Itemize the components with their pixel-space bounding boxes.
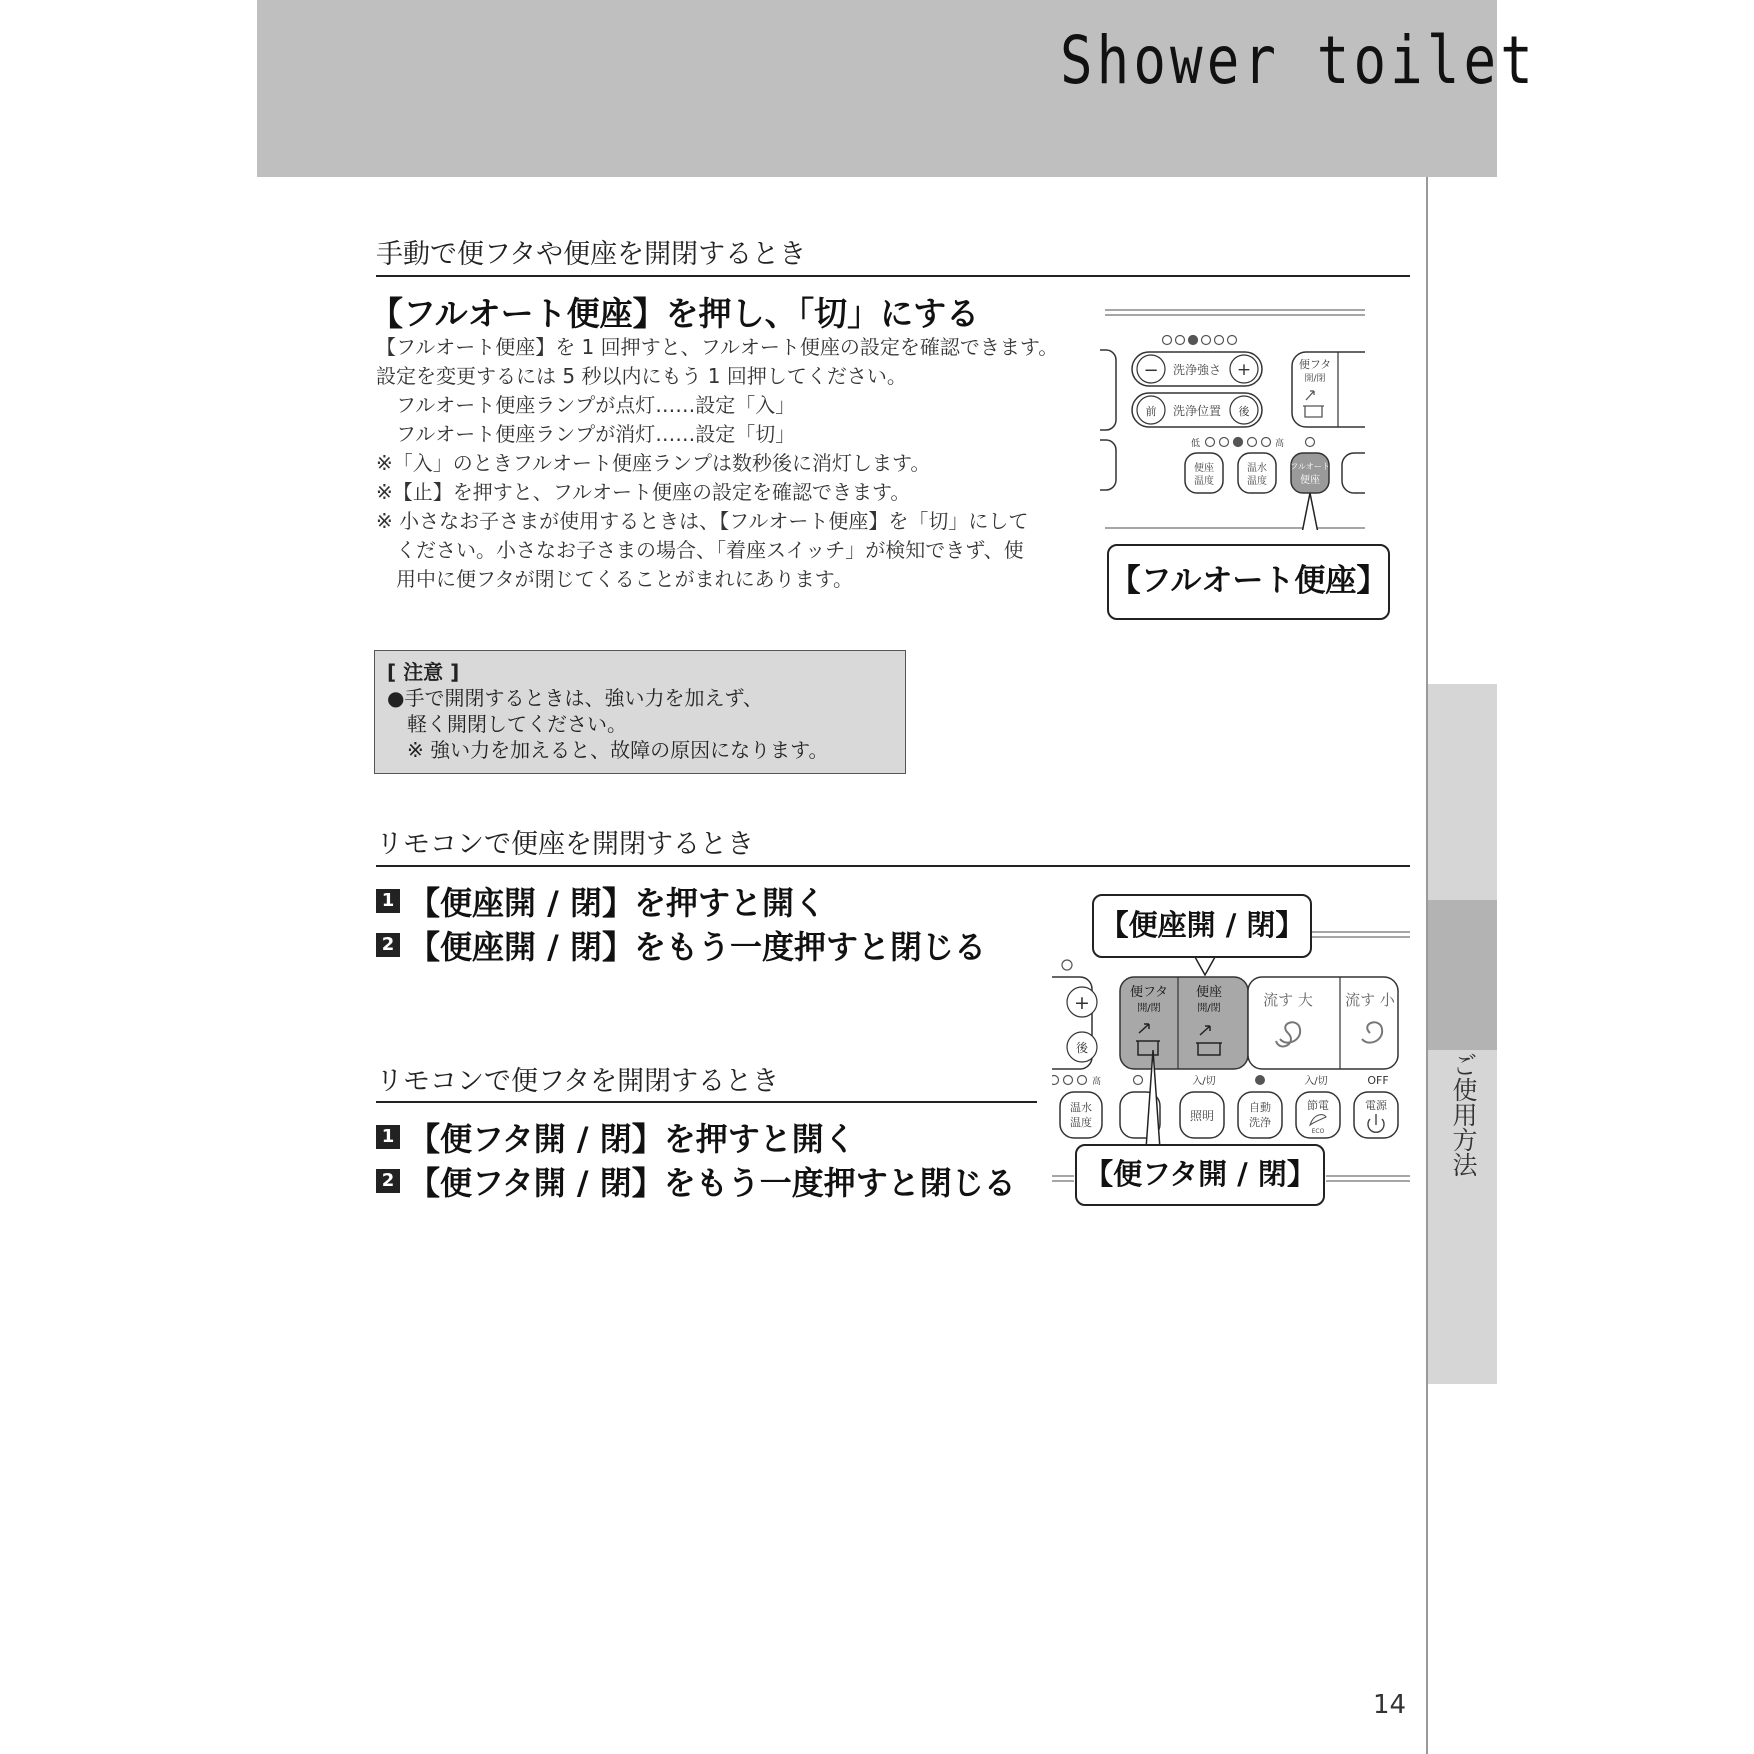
seat-button-label: 便座 <box>1195 985 1223 1000</box>
note-line: ※ 小さなお子さまが使用するときは、【フルオート便座】を「切」にして <box>376 509 1029 533</box>
seat-button-sub: 開/閉 <box>1197 1003 1221 1014</box>
caution-line: ●手で開閉するときは、強い力を加えず、 <box>387 686 763 710</box>
seat-temp-label: 便座 <box>1194 463 1214 474</box>
note-line: ※【止】を押すと、フルオート便座の設定を確認できます。 <box>376 480 911 504</box>
instruction-line: 設定を変更するには 5 秒以内にもう 1 回押してください。 <box>376 364 907 388</box>
note-line: 用中に便フタが閉じてくることがまれにあります。 <box>376 567 853 591</box>
full-auto-heading: 【フルオート便座】を押し、「切」にする <box>370 294 980 333</box>
power-button-label: 電源 <box>1365 1099 1387 1112</box>
eco-button-label: 節電 <box>1307 1099 1329 1112</box>
remote-illustration-full-auto <box>1100 300 1365 530</box>
water-temp-label-2: 温度 <box>1247 476 1267 487</box>
full-auto-button-label-2: 便座 <box>1300 475 1320 486</box>
lid-button-label: 便フタ <box>1129 985 1169 1000</box>
section-lid-remote-title: リモコンで便フタを開閉するとき <box>376 1066 780 1097</box>
eco-onoff-label: 入/切 <box>1304 1076 1328 1087</box>
instruction-line: 【フルオート便座】を 1 回押すと、フルオート便座の設定を確認できます。 <box>376 335 1059 359</box>
brand-logo: Shower toilet <box>1060 22 1537 99</box>
seat-open-close-callout: 【便座開 / 閉】 <box>1092 894 1312 958</box>
light-button-label: 照明 <box>1189 1109 1215 1123</box>
step-text: 【便フタ開 / 閉】をもう一度押すと閉じる <box>408 1164 1016 1202</box>
side-tab-label: ご使用方法 <box>1449 1052 1478 1177</box>
note-line: ※「入」のときフルオート便座ランプは数秒後に消灯します。 <box>376 451 931 475</box>
caution-line: ※ 強い力を加えると、故障の原因になります。 <box>387 738 829 762</box>
section-seat-remote-rule <box>376 865 1410 867</box>
step-number: 2 <box>376 1169 400 1193</box>
caution-title: [ 注意 ] <box>387 660 460 684</box>
step-number: 1 <box>376 1125 400 1149</box>
lid-button-sub: 開/閉 <box>1137 1003 1161 1014</box>
water-temp-label: 温水 <box>1247 463 1267 474</box>
seat-temp-label-2: 温度 <box>1194 476 1214 487</box>
light-onoff-label: 入/切 <box>1192 1076 1216 1087</box>
low-label: 低 <box>1190 439 1200 449</box>
caution-line: 軽く開閉してください。 <box>387 712 627 736</box>
full-auto-instructions <box>376 333 1058 594</box>
section-manual-rule <box>376 275 1410 277</box>
minus-label: − <box>1143 360 1159 381</box>
lid-button-sub: 開/閉 <box>1304 374 1326 384</box>
instruction-line: フルオート便座ランプが消灯……設定「切」 <box>376 422 796 446</box>
full-auto-callout: 【フルオート便座】 <box>1107 544 1390 620</box>
lid-open-close-callout: 【便フタ開 / 閉】 <box>1075 1144 1325 1206</box>
step-number: 1 <box>376 889 400 913</box>
plus-label: + <box>1236 360 1252 380</box>
seat-step-1 <box>376 878 826 924</box>
auto-flush-label-2: 洗浄 <box>1249 1116 1271 1129</box>
section-lid-remote-rule <box>376 1101 1037 1103</box>
flush-big-label: 流す 大 <box>1263 991 1313 1009</box>
flush-small-label: 流す 小 <box>1345 991 1395 1009</box>
back-label: 後 <box>1238 405 1250 418</box>
high-label: 高 <box>1275 439 1285 449</box>
position-label: 洗浄位置 <box>1172 404 1222 418</box>
step-number: 2 <box>376 933 400 957</box>
step-text: 【便座開 / 閉】をもう一度押すと閉じる <box>408 928 986 966</box>
full-auto-button-label: フルオート <box>1290 462 1330 471</box>
plus-label: + <box>1074 992 1090 1014</box>
side-tab-active <box>1428 900 1497 1050</box>
eco-sub-label: ECO <box>1311 1128 1325 1135</box>
section-seat-remote-title: リモコンで便座を開閉するとき <box>376 829 754 860</box>
step-text: 【便座開 / 閉】を押すと開く <box>408 884 826 922</box>
high-label: 高 <box>1092 1077 1102 1087</box>
off-label: OFF <box>1367 1074 1389 1087</box>
section-manual-title: 手動で便フタや便座を開閉するとき <box>376 239 807 270</box>
lid-step-2 <box>376 1158 1016 1204</box>
front-label: 前 <box>1145 405 1157 418</box>
caution-box <box>374 650 906 774</box>
water-temp-label: 温水 <box>1070 1101 1092 1114</box>
page-number: 14 <box>1373 1690 1407 1720</box>
lid-button-label: 便フタ <box>1298 358 1332 371</box>
water-temp-label-2: 温度 <box>1070 1116 1092 1129</box>
lid-step-1 <box>376 1114 856 1160</box>
seat-step-2 <box>376 922 986 968</box>
strength-label: 洗浄強さ <box>1172 363 1222 377</box>
back-label: 後 <box>1075 1041 1089 1055</box>
instruction-line: フルオート便座ランプが点灯……設定「入」 <box>376 393 796 417</box>
note-line: ください。小さなお子さまの場合、「着座スイッチ」が検知できず、使 <box>376 538 1024 562</box>
step-text: 【便フタ開 / 閉】を押すと開く <box>408 1120 856 1158</box>
auto-flush-label: 自動 <box>1249 1101 1271 1114</box>
